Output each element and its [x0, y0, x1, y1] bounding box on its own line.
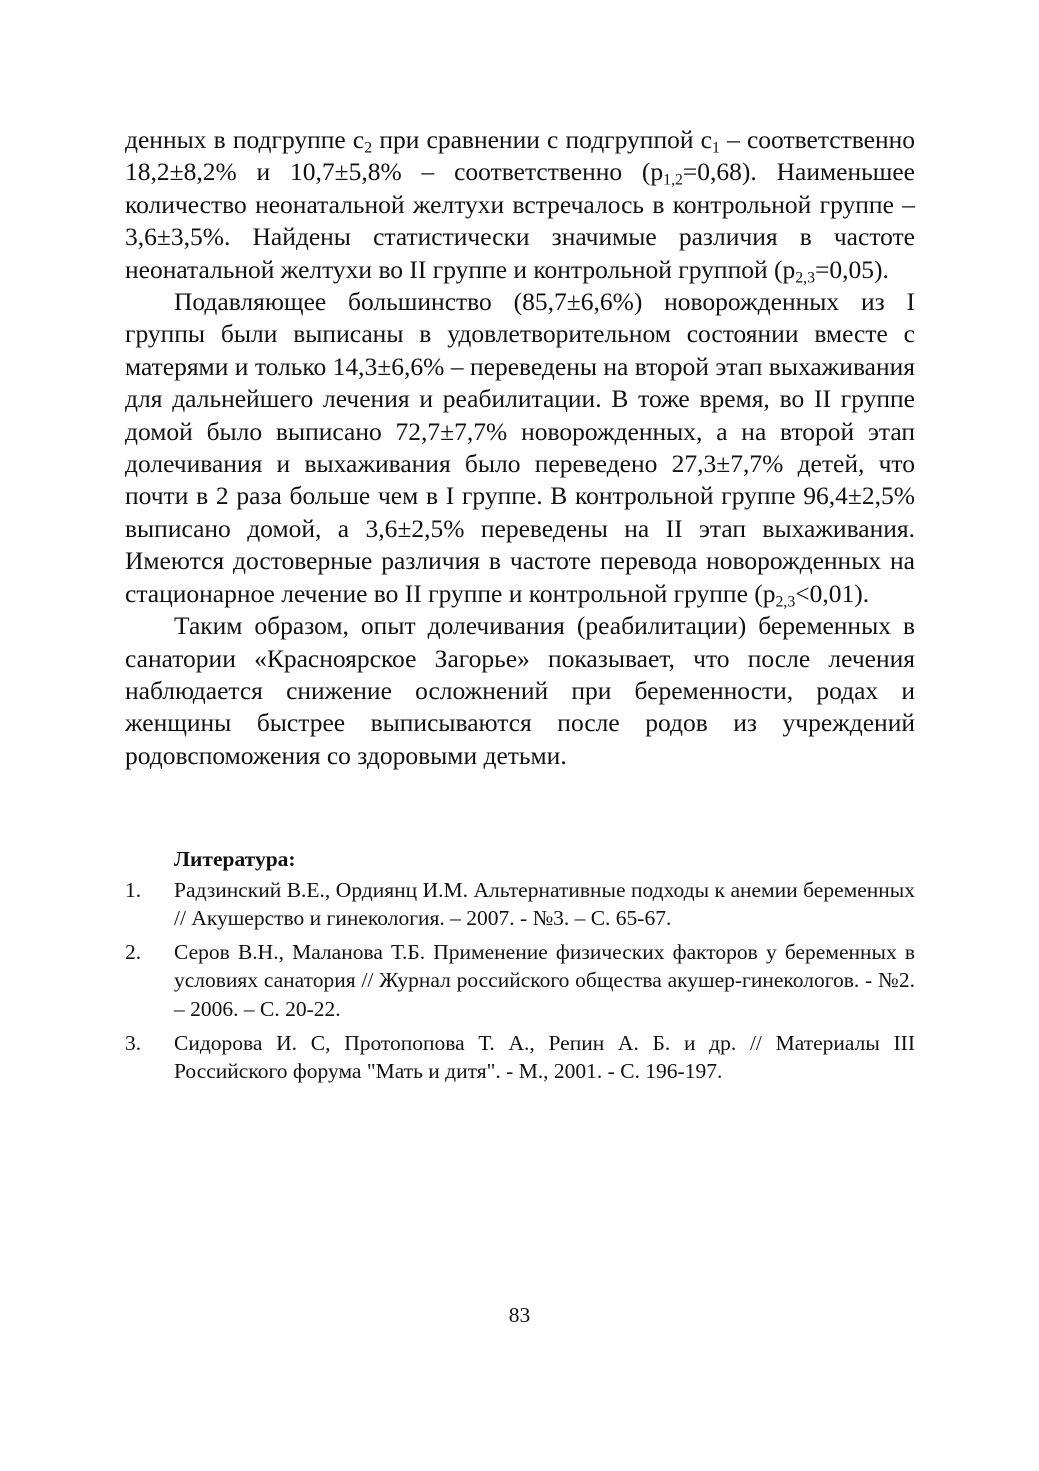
p1-subscript-1: 2: [364, 139, 373, 157]
p1-text-5: =0,05).: [814, 254, 889, 284]
references-heading: Литература:: [174, 847, 296, 871]
p2-subscript-1: 2,3: [775, 593, 796, 611]
reference-number: 1.: [125, 877, 142, 902]
references-list: [125, 876, 915, 1086]
reference-item: [125, 938, 915, 1024]
reference-text: Серов В.Н., Маланова Т.Б. Применение физических факторов у беременных в условиях санатория // Журнал российского общества акушер-гинекологов. - №2. – 2006. – С. 20-22.: [174, 939, 915, 1021]
p1-text-3: – соответственно 18,2±8,2% и 10,7±5,8% – соответственно (р: [125, 125, 915, 187]
reference-number: 2.: [125, 939, 142, 964]
reference-item: [125, 1029, 915, 1086]
paragraph-1: [125, 124, 915, 286]
body-text: [125, 124, 915, 772]
paragraph-3: Таким образом, опыт долечивания (реабилитации) беременных в санатории «Красноярское Загорье» показывает, что после лечения наблюдается снижение осложнений при беременности, родах и женщины быстрее выписываются после родов из учреждений родовспоможения со здоровыми детьми.: [125, 611, 915, 770]
p2-text-2: <0,01).: [795, 578, 870, 608]
p1-subscript-2: 1: [711, 139, 720, 157]
page-number: 83: [508, 1303, 531, 1327]
p1-text-1: денных в подгруппе с: [125, 125, 365, 154]
references-section: [125, 845, 915, 1091]
reference-number: 3.: [125, 1030, 142, 1055]
p1-subscript-3: 1,2: [663, 171, 683, 189]
p1-text-2: при сравнении с подгруппой с: [372, 125, 712, 154]
reference-text: Сидорова И. С, Протопопова Т. А., Репин А. Б. и др. // Материалы III Российского форума "Мать и дитя". - М., 2001. - С. 196-197.: [174, 1030, 915, 1084]
p1-text-4: =0,68). Наименьшее количество неонатальной желтухи встречалось в контрольной группе – 3,6±3,5%. Найдены статистически значимые различия в частоте неонатальной желтухи во II группе и контрольной группой (р: [125, 157, 915, 284]
p1-subscript-4: 2,3: [795, 269, 815, 287]
paragraph-2: [125, 286, 915, 610]
p2-text-1: Подавляющее большинство (85,7±6,6%) новорожденных из I группы были выписаны в удовлетворительном состоянии вместе с матерями и только 14,3±6,6% – переведены на второй этап выхаживания для дальнейшего лечения и реабилитации. В тоже время, во II группе домой было выписано 72,7±7,7% новорожденных, а на второй этап долечивания и выхаживания было переведено 27,3±7,7% детей, что почти в 2 раза больше чем в I группе. В контрольной группе 96,4±2,5% выписано домой, а 3,6±2,5% переведены на II этап выхаживания. Имеются достоверные различия в частоте перевода новорожденных на стационарное лечение во II группе и контрольной группе (р: [125, 287, 915, 608]
reference-text: Радзинский В.Е., Ордиянц И.М. Альтернативные подходы к анемии беременных // Акушерство и гинекология. – 2007. - №3. – С. 65-67.: [174, 877, 915, 931]
reference-item: [125, 876, 915, 933]
